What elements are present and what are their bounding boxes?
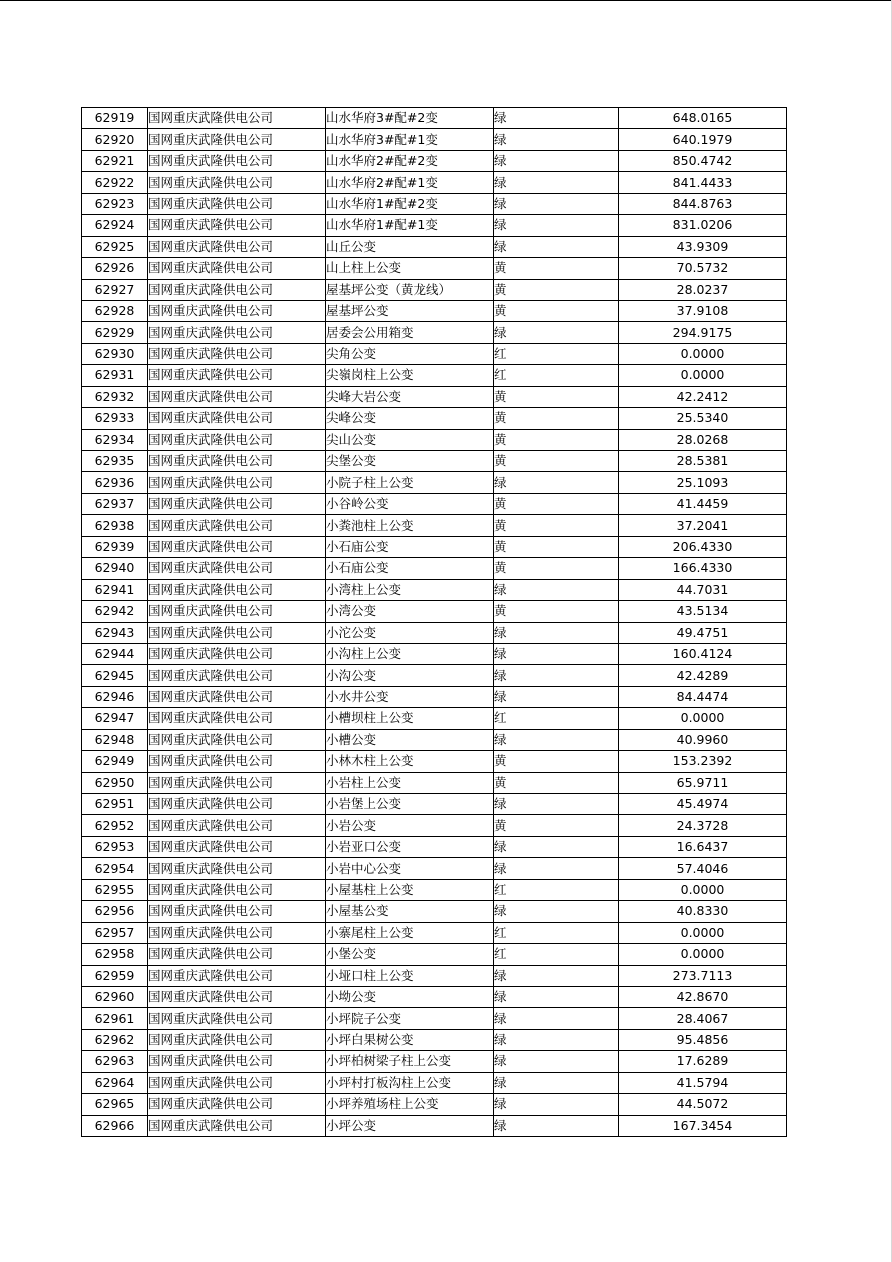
row-id-cell: 62966 xyxy=(82,1115,148,1136)
value-cell: 37.9108 xyxy=(619,300,787,321)
table-row xyxy=(82,258,787,279)
table-row xyxy=(82,129,787,150)
table-row xyxy=(82,193,787,214)
row-id-cell: 62950 xyxy=(82,772,148,793)
company-cell: 国网重庆武隆供电公司 xyxy=(148,643,326,664)
table-row xyxy=(82,1094,787,1115)
value-cell: 45.4974 xyxy=(619,794,787,815)
transformer-name-cell: 尖角公变 xyxy=(326,343,494,364)
status-cell: 绿 xyxy=(494,686,619,707)
row-id-cell: 62938 xyxy=(82,515,148,536)
transformer-name-cell: 小寨尾柱上公变 xyxy=(326,922,494,943)
transformer-name-cell: 小屋基公变 xyxy=(326,901,494,922)
table-row xyxy=(82,836,787,857)
transformer-name-cell: 小坪村打板沟柱上公变 xyxy=(326,1072,494,1093)
status-cell: 绿 xyxy=(494,794,619,815)
value-cell: 0.0000 xyxy=(619,944,787,965)
status-cell: 黄 xyxy=(494,751,619,772)
table-row xyxy=(82,236,787,257)
status-cell: 绿 xyxy=(494,858,619,879)
status-cell: 红 xyxy=(494,343,619,364)
table-row xyxy=(82,515,787,536)
table-row xyxy=(82,536,787,557)
row-id-cell: 62925 xyxy=(82,236,148,257)
value-cell: 84.4474 xyxy=(619,686,787,707)
status-cell: 绿 xyxy=(494,472,619,493)
value-cell: 28.0237 xyxy=(619,279,787,300)
transformer-name-cell: 山丘公变 xyxy=(326,236,494,257)
status-cell: 绿 xyxy=(494,729,619,750)
transformer-name-cell: 小坳公变 xyxy=(326,986,494,1007)
status-cell: 绿 xyxy=(494,643,619,664)
table-row xyxy=(82,365,787,386)
company-cell: 国网重庆武隆供电公司 xyxy=(148,236,326,257)
row-id-cell: 62959 xyxy=(82,965,148,986)
table-row xyxy=(82,686,787,707)
row-id-cell: 62943 xyxy=(82,622,148,643)
page-top-border xyxy=(0,0,892,1)
row-id-cell: 62939 xyxy=(82,536,148,557)
company-cell: 国网重庆武隆供电公司 xyxy=(148,515,326,536)
status-cell: 绿 xyxy=(494,965,619,986)
value-cell: 0.0000 xyxy=(619,922,787,943)
table-row xyxy=(82,901,787,922)
transformer-name-cell: 小屋基柱上公变 xyxy=(326,879,494,900)
row-id-cell: 62924 xyxy=(82,215,148,236)
transformer-name-cell: 小湾公变 xyxy=(326,601,494,622)
table-row xyxy=(82,665,787,686)
company-cell: 国网重庆武隆供电公司 xyxy=(148,408,326,429)
table-row xyxy=(82,1115,787,1136)
value-cell: 16.6437 xyxy=(619,836,787,857)
company-cell: 国网重庆武隆供电公司 xyxy=(148,922,326,943)
table-row xyxy=(82,643,787,664)
row-id-cell: 62948 xyxy=(82,729,148,750)
row-id-cell: 62965 xyxy=(82,1094,148,1115)
value-cell: 0.0000 xyxy=(619,879,787,900)
table-row xyxy=(82,922,787,943)
value-cell: 25.5340 xyxy=(619,408,787,429)
status-cell: 黄 xyxy=(494,386,619,407)
row-id-cell: 62953 xyxy=(82,836,148,857)
company-cell: 国网重庆武隆供电公司 xyxy=(148,729,326,750)
value-cell: 42.4289 xyxy=(619,665,787,686)
value-cell: 17.6289 xyxy=(619,1051,787,1072)
row-id-cell: 62952 xyxy=(82,815,148,836)
company-cell: 国网重庆武隆供电公司 xyxy=(148,1008,326,1029)
transformer-name-cell: 小沟公变 xyxy=(326,665,494,686)
value-cell: 43.5134 xyxy=(619,601,787,622)
table-row xyxy=(82,408,787,429)
value-cell: 24.3728 xyxy=(619,815,787,836)
status-cell: 绿 xyxy=(494,1029,619,1050)
company-cell: 国网重庆武隆供电公司 xyxy=(148,279,326,300)
transformer-name-cell: 山上柱上公变 xyxy=(326,258,494,279)
value-cell: 43.9309 xyxy=(619,236,787,257)
row-id-cell: 62962 xyxy=(82,1029,148,1050)
value-cell: 841.4433 xyxy=(619,172,787,193)
row-id-cell: 62951 xyxy=(82,794,148,815)
table-row xyxy=(82,343,787,364)
row-id-cell: 62947 xyxy=(82,708,148,729)
company-cell: 国网重庆武隆供电公司 xyxy=(148,1115,326,1136)
status-cell: 黄 xyxy=(494,601,619,622)
status-cell: 黄 xyxy=(494,451,619,472)
row-id-cell: 62936 xyxy=(82,472,148,493)
company-cell: 国网重庆武隆供电公司 xyxy=(148,215,326,236)
company-cell: 国网重庆武隆供电公司 xyxy=(148,751,326,772)
company-cell: 国网重庆武隆供电公司 xyxy=(148,1072,326,1093)
row-id-cell: 62935 xyxy=(82,451,148,472)
status-cell: 绿 xyxy=(494,1008,619,1029)
value-cell: 42.8670 xyxy=(619,986,787,1007)
status-cell: 黄 xyxy=(494,558,619,579)
company-cell: 国网重庆武隆供电公司 xyxy=(148,601,326,622)
table-row xyxy=(82,150,787,171)
table-row xyxy=(82,944,787,965)
company-cell: 国网重庆武隆供电公司 xyxy=(148,300,326,321)
status-cell: 红 xyxy=(494,365,619,386)
row-id-cell: 62958 xyxy=(82,944,148,965)
transformer-name-cell: 小坪养殖场柱上公变 xyxy=(326,1094,494,1115)
value-cell: 273.7113 xyxy=(619,965,787,986)
transformer-name-cell: 山水华府3#配#1变 xyxy=(326,129,494,150)
status-cell: 黄 xyxy=(494,408,619,429)
row-id-cell: 62919 xyxy=(82,108,148,129)
company-cell: 国网重庆武隆供电公司 xyxy=(148,836,326,857)
transformer-name-cell: 山水华府1#配#2变 xyxy=(326,193,494,214)
status-cell: 绿 xyxy=(494,986,619,1007)
company-cell: 国网重庆武隆供电公司 xyxy=(148,129,326,150)
table-row xyxy=(82,300,787,321)
transformer-name-cell: 小院子柱上公变 xyxy=(326,472,494,493)
company-cell: 国网重庆武隆供电公司 xyxy=(148,193,326,214)
company-cell: 国网重庆武隆供电公司 xyxy=(148,172,326,193)
value-cell: 41.5794 xyxy=(619,1072,787,1093)
transformer-name-cell: 小坪院子公变 xyxy=(326,1008,494,1029)
transformer-name-cell: 山水华府2#配#2变 xyxy=(326,150,494,171)
row-id-cell: 62955 xyxy=(82,879,148,900)
row-id-cell: 62920 xyxy=(82,129,148,150)
row-id-cell: 62933 xyxy=(82,408,148,429)
value-cell: 153.2392 xyxy=(619,751,787,772)
table-row xyxy=(82,622,787,643)
table-row xyxy=(82,108,787,129)
status-cell: 黄 xyxy=(494,258,619,279)
table-row xyxy=(82,729,787,750)
transformer-name-cell: 尖峰公变 xyxy=(326,408,494,429)
transformer-name-cell: 小水井公变 xyxy=(326,686,494,707)
table-row xyxy=(82,386,787,407)
row-id-cell: 62937 xyxy=(82,493,148,514)
table-row xyxy=(82,879,787,900)
status-cell: 黄 xyxy=(494,279,619,300)
row-id-cell: 62929 xyxy=(82,322,148,343)
transformer-name-cell: 小坪白果树公变 xyxy=(326,1029,494,1050)
table-row xyxy=(82,558,787,579)
company-cell: 国网重庆武隆供电公司 xyxy=(148,901,326,922)
transformer-name-cell: 小沱公变 xyxy=(326,622,494,643)
company-cell: 国网重庆武隆供电公司 xyxy=(148,536,326,557)
status-cell: 绿 xyxy=(494,215,619,236)
transformer-name-cell: 小坪公变 xyxy=(326,1115,494,1136)
company-cell: 国网重庆武隆供电公司 xyxy=(148,1029,326,1050)
value-cell: 44.5072 xyxy=(619,1094,787,1115)
company-cell: 国网重庆武隆供电公司 xyxy=(148,1051,326,1072)
status-cell: 黄 xyxy=(494,515,619,536)
value-cell: 206.4330 xyxy=(619,536,787,557)
row-id-cell: 62927 xyxy=(82,279,148,300)
status-cell: 黄 xyxy=(494,536,619,557)
status-cell: 红 xyxy=(494,708,619,729)
company-cell: 国网重庆武隆供电公司 xyxy=(148,429,326,450)
table-row xyxy=(82,579,787,600)
transformer-name-cell: 小林木柱上公变 xyxy=(326,751,494,772)
table-row xyxy=(82,451,787,472)
status-cell: 黄 xyxy=(494,493,619,514)
row-id-cell: 62928 xyxy=(82,300,148,321)
status-cell: 黄 xyxy=(494,300,619,321)
transformer-name-cell: 山水华府3#配#2变 xyxy=(326,108,494,129)
company-cell: 国网重庆武隆供电公司 xyxy=(148,879,326,900)
value-cell: 95.4856 xyxy=(619,1029,787,1050)
value-cell: 844.8763 xyxy=(619,193,787,214)
transformer-name-cell: 小槽坝柱上公变 xyxy=(326,708,494,729)
value-cell: 42.2412 xyxy=(619,386,787,407)
company-cell: 国网重庆武隆供电公司 xyxy=(148,322,326,343)
row-id-cell: 62942 xyxy=(82,601,148,622)
status-cell: 绿 xyxy=(494,579,619,600)
company-cell: 国网重庆武隆供电公司 xyxy=(148,472,326,493)
table-row xyxy=(82,794,787,815)
row-id-cell: 62957 xyxy=(82,922,148,943)
status-cell: 红 xyxy=(494,944,619,965)
status-cell: 绿 xyxy=(494,150,619,171)
company-cell: 国网重庆武隆供电公司 xyxy=(148,794,326,815)
row-id-cell: 62922 xyxy=(82,172,148,193)
value-cell: 0.0000 xyxy=(619,365,787,386)
row-id-cell: 62944 xyxy=(82,643,148,664)
row-id-cell: 62941 xyxy=(82,579,148,600)
transformer-name-cell: 尖嶺岗柱上公变 xyxy=(326,365,494,386)
transformer-name-cell: 小岩中心公变 xyxy=(326,858,494,879)
value-cell: 166.4330 xyxy=(619,558,787,579)
table-row xyxy=(82,1008,787,1029)
row-id-cell: 62921 xyxy=(82,150,148,171)
table-row xyxy=(82,751,787,772)
status-cell: 绿 xyxy=(494,622,619,643)
transformer-name-cell: 居委会公用箱变 xyxy=(326,322,494,343)
value-cell: 28.4067 xyxy=(619,1008,787,1029)
value-cell: 850.4742 xyxy=(619,150,787,171)
row-id-cell: 62949 xyxy=(82,751,148,772)
transformer-name-cell: 山水华府2#配#1变 xyxy=(326,172,494,193)
row-id-cell: 62945 xyxy=(82,665,148,686)
status-cell: 红 xyxy=(494,922,619,943)
status-cell: 绿 xyxy=(494,1094,619,1115)
value-cell: 28.0268 xyxy=(619,429,787,450)
company-cell: 国网重庆武隆供电公司 xyxy=(148,965,326,986)
value-cell: 28.5381 xyxy=(619,451,787,472)
status-cell: 绿 xyxy=(494,193,619,214)
value-cell: 40.9960 xyxy=(619,729,787,750)
value-cell: 57.4046 xyxy=(619,858,787,879)
row-id-cell: 62954 xyxy=(82,858,148,879)
transformer-name-cell: 小石庙公变 xyxy=(326,558,494,579)
table-row xyxy=(82,215,787,236)
status-cell: 黄 xyxy=(494,815,619,836)
company-cell: 国网重庆武隆供电公司 xyxy=(148,558,326,579)
transformer-name-cell: 小堡公变 xyxy=(326,944,494,965)
company-cell: 国网重庆武隆供电公司 xyxy=(148,944,326,965)
status-cell: 绿 xyxy=(494,236,619,257)
value-cell: 49.4751 xyxy=(619,622,787,643)
transformer-name-cell: 小谷岭公变 xyxy=(326,493,494,514)
row-id-cell: 62963 xyxy=(82,1051,148,1072)
row-id-cell: 62940 xyxy=(82,558,148,579)
transformer-name-cell: 屋基坪公变（黄龙线） xyxy=(326,279,494,300)
status-cell: 绿 xyxy=(494,1051,619,1072)
status-cell: 绿 xyxy=(494,836,619,857)
table-row xyxy=(82,1072,787,1093)
value-cell: 25.1093 xyxy=(619,472,787,493)
table-row xyxy=(82,172,787,193)
company-cell: 国网重庆武隆供电公司 xyxy=(148,708,326,729)
company-cell: 国网重庆武隆供电公司 xyxy=(148,579,326,600)
company-cell: 国网重庆武隆供电公司 xyxy=(148,108,326,129)
row-id-cell: 62926 xyxy=(82,258,148,279)
status-cell: 红 xyxy=(494,879,619,900)
company-cell: 国网重庆武隆供电公司 xyxy=(148,365,326,386)
table-body xyxy=(82,108,787,1137)
table-row xyxy=(82,601,787,622)
table-row xyxy=(82,708,787,729)
transformer-name-cell: 小坪柏树梁子柱上公变 xyxy=(326,1051,494,1072)
table-row xyxy=(82,472,787,493)
transformer-name-cell: 小沟柱上公变 xyxy=(326,643,494,664)
transformer-name-cell: 山水华府1#配#1变 xyxy=(326,215,494,236)
row-id-cell: 62932 xyxy=(82,386,148,407)
transformer-name-cell: 小岩堡上公变 xyxy=(326,794,494,815)
table-row xyxy=(82,965,787,986)
value-cell: 167.3454 xyxy=(619,1115,787,1136)
company-cell: 国网重庆武隆供电公司 xyxy=(148,665,326,686)
transformer-name-cell: 小粪池柱上公变 xyxy=(326,515,494,536)
status-cell: 绿 xyxy=(494,901,619,922)
table-row xyxy=(82,815,787,836)
row-id-cell: 62946 xyxy=(82,686,148,707)
transformer-name-cell: 尖堡公变 xyxy=(326,451,494,472)
company-cell: 国网重庆武隆供电公司 xyxy=(148,1094,326,1115)
company-cell: 国网重庆武隆供电公司 xyxy=(148,343,326,364)
table-row xyxy=(82,1029,787,1050)
transformer-name-cell: 小槽公变 xyxy=(326,729,494,750)
table-row xyxy=(82,322,787,343)
company-cell: 国网重庆武隆供电公司 xyxy=(148,772,326,793)
transformer-name-cell: 小岩柱上公变 xyxy=(326,772,494,793)
company-cell: 国网重庆武隆供电公司 xyxy=(148,386,326,407)
value-cell: 160.4124 xyxy=(619,643,787,664)
table-row xyxy=(82,429,787,450)
status-cell: 绿 xyxy=(494,665,619,686)
company-cell: 国网重庆武隆供电公司 xyxy=(148,622,326,643)
row-id-cell: 62930 xyxy=(82,343,148,364)
status-cell: 绿 xyxy=(494,322,619,343)
table-row xyxy=(82,986,787,1007)
transformer-name-cell: 尖峰大岩公变 xyxy=(326,386,494,407)
value-cell: 41.4459 xyxy=(619,493,787,514)
value-cell: 648.0165 xyxy=(619,108,787,129)
table-row xyxy=(82,772,787,793)
status-cell: 绿 xyxy=(494,172,619,193)
status-cell: 绿 xyxy=(494,129,619,150)
table-row xyxy=(82,858,787,879)
transformer-name-cell: 小岩公变 xyxy=(326,815,494,836)
transformer-data-table xyxy=(81,107,787,1137)
row-id-cell: 62956 xyxy=(82,901,148,922)
value-cell: 0.0000 xyxy=(619,708,787,729)
value-cell: 831.0206 xyxy=(619,215,787,236)
company-cell: 国网重庆武隆供电公司 xyxy=(148,858,326,879)
table-row xyxy=(82,279,787,300)
transformer-name-cell: 尖山公变 xyxy=(326,429,494,450)
company-cell: 国网重庆武隆供电公司 xyxy=(148,150,326,171)
transformer-name-cell: 屋基坪公变 xyxy=(326,300,494,321)
company-cell: 国网重庆武隆供电公司 xyxy=(148,258,326,279)
row-id-cell: 62923 xyxy=(82,193,148,214)
transformer-name-cell: 小垭口柱上公变 xyxy=(326,965,494,986)
company-cell: 国网重庆武隆供电公司 xyxy=(148,493,326,514)
row-id-cell: 62964 xyxy=(82,1072,148,1093)
company-cell: 国网重庆武隆供电公司 xyxy=(148,451,326,472)
status-cell: 绿 xyxy=(494,108,619,129)
status-cell: 绿 xyxy=(494,1115,619,1136)
status-cell: 黄 xyxy=(494,772,619,793)
transformer-name-cell: 小石庙公变 xyxy=(326,536,494,557)
value-cell: 70.5732 xyxy=(619,258,787,279)
company-cell: 国网重庆武隆供电公司 xyxy=(148,815,326,836)
row-id-cell: 62961 xyxy=(82,1008,148,1029)
value-cell: 65.9711 xyxy=(619,772,787,793)
transformer-name-cell: 小湾柱上公变 xyxy=(326,579,494,600)
transformer-name-cell: 小岩亚口公变 xyxy=(326,836,494,857)
status-cell: 绿 xyxy=(494,1072,619,1093)
company-cell: 国网重庆武隆供电公司 xyxy=(148,686,326,707)
status-cell: 黄 xyxy=(494,429,619,450)
value-cell: 0.0000 xyxy=(619,343,787,364)
row-id-cell: 62960 xyxy=(82,986,148,1007)
table-row xyxy=(82,493,787,514)
value-cell: 40.8330 xyxy=(619,901,787,922)
table-row xyxy=(82,1051,787,1072)
value-cell: 44.7031 xyxy=(619,579,787,600)
value-cell: 640.1979 xyxy=(619,129,787,150)
company-cell: 国网重庆武隆供电公司 xyxy=(148,986,326,1007)
row-id-cell: 62934 xyxy=(82,429,148,450)
value-cell: 294.9175 xyxy=(619,322,787,343)
row-id-cell: 62931 xyxy=(82,365,148,386)
value-cell: 37.2041 xyxy=(619,515,787,536)
